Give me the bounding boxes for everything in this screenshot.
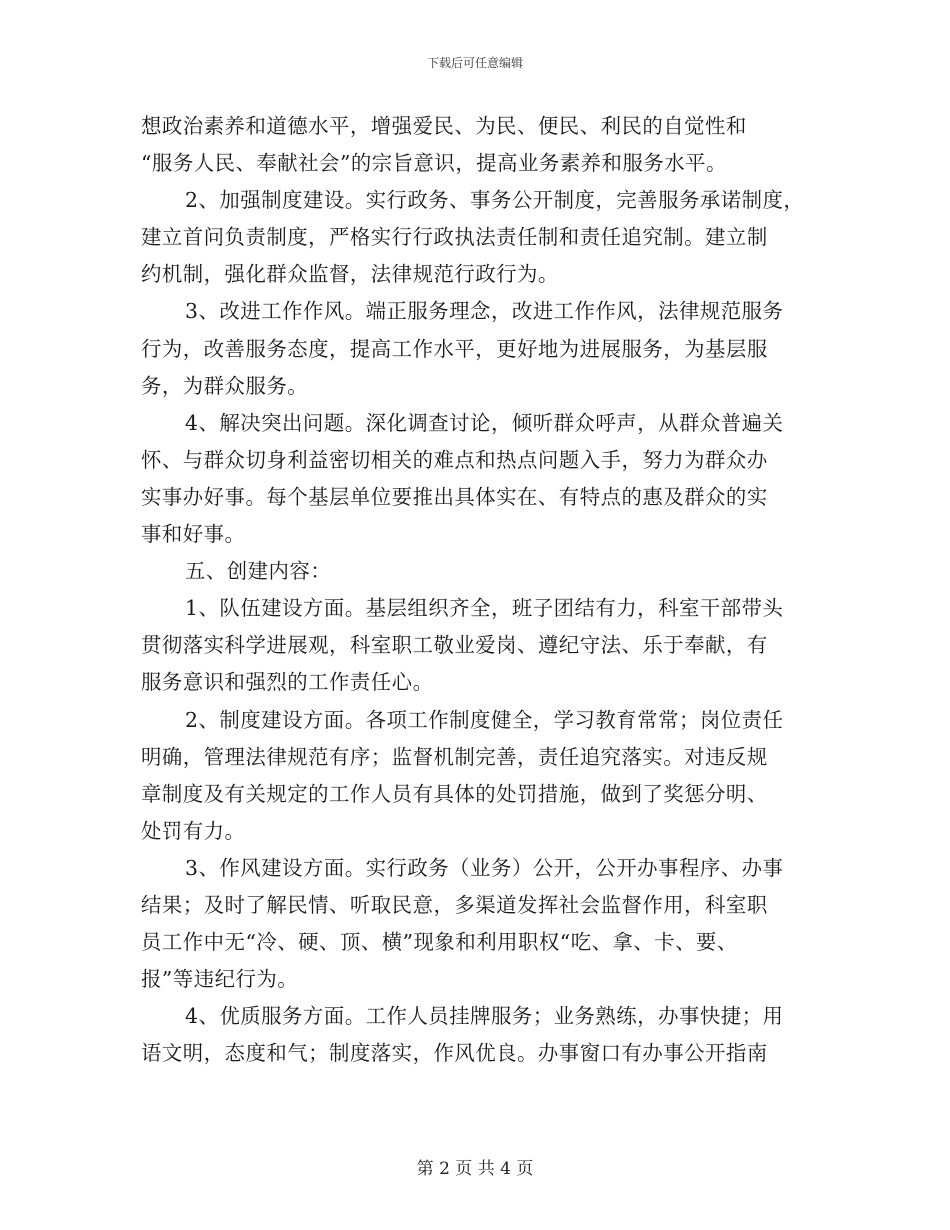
text-line: 贯彻落实科学进展观，科室职工敬业爱岗、遵纪守法、乐于奉献，有 <box>141 633 768 658</box>
text-line: 想政治素养和道德水平，增强爱民、为民、便民、利民的自觉性和 <box>141 114 747 138</box>
document-body <box>141 108 821 1072</box>
text-line: 3、改进工作作风。端正服务理念，改进工作作风，法律规范服务 <box>185 299 784 324</box>
text-line: 3、作风建设方面。实行政务（业务）公开，公开办事程序、办事 <box>185 855 784 880</box>
text-line: 服务意识和强烈的工作责任心。 <box>141 670 434 695</box>
text-line: 1、队伍建设方面。基层组织齐全，班子团结有力，科室干部带头 <box>185 596 784 621</box>
text-line: “服务人民、奉献社会”的宗旨意识，提高业务素养和服务水平。 <box>141 151 727 176</box>
text-line: 行为，改善服务态度，提高工作水平，更好地为进展服务，为基层服 <box>141 336 768 361</box>
page-header: 下载后可任意编辑 <box>426 56 523 70</box>
page-number: 第 2 页 共 4 页 <box>416 1159 534 1179</box>
text-line: 结果；及时了解民情、听取民意，多渠道发挥社会监督作用，科室职 <box>141 892 768 917</box>
text-line: 实事办好事。每个基层单位要推出具体实在、有特点的惠及群众的实 <box>141 484 768 509</box>
text-line: 2、加强制度建设。实行政务、事务公开制度，完善服务承诺制度， <box>185 188 805 213</box>
text-line: 处罚有力。 <box>141 818 246 843</box>
text-line: 务，为群众服务。 <box>141 373 309 398</box>
text-line: 4、解决突出问题。深化调查讨论，倾听群众呼声，从群众普遍关 <box>185 410 784 435</box>
text-line: 4、优质服务方面。工作人员挂牌服务；业务熟练，办事快捷；用 <box>185 1004 784 1029</box>
text-line: 五、创建内容： <box>185 559 332 584</box>
text-line: 章制度及有关规定的工作人员有具体的处罚措施，做到了奖惩分明、 <box>141 781 768 806</box>
text-line: 约机制，强化群众监督，法律规范行政行为。 <box>141 262 559 287</box>
text-line: 建立首问负责制度，严格实行行政执法责任制和责任追究制。建立制 <box>141 225 768 250</box>
text-line: 报”等违纪行为。 <box>141 967 299 992</box>
text-line: 员工作中无“冷、硬、顶、横”现象和利用职权“吃、拿、卡、要、 <box>141 930 738 955</box>
text-line: 2、制度建设方面。各项工作制度健全，学习教育常常；岗位责任 <box>185 707 784 732</box>
text-line: 事和好事。 <box>141 522 246 547</box>
text-line: 明确，管理法律规范有序；监督机制完善，责任追究落实。对违反规 <box>141 744 768 769</box>
text-line: 语文明，态度和气；制度落实，作风优良。办事窗口有办事公开指南 <box>141 1041 768 1066</box>
text-line: 怀、与群众切身利益密切相关的难点和热点问题入手，努力为群众办 <box>141 447 768 472</box>
